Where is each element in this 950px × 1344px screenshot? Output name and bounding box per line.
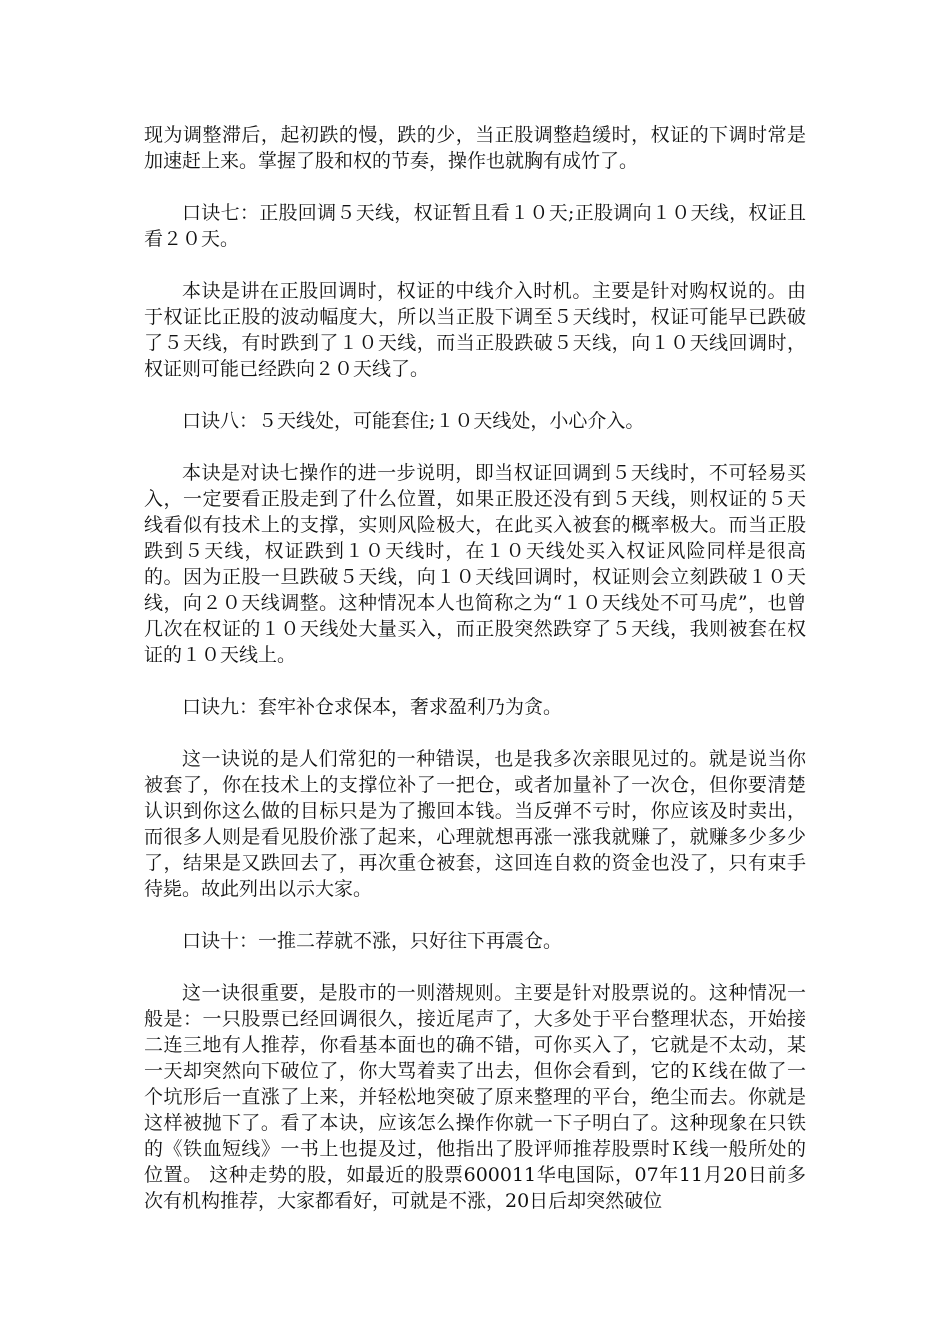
rhyme-nine-heading: 口诀九：套牢补仓求保本，奢求盈利乃为贪。 — [182, 696, 563, 718]
rhyme-seven-explanation: 本诀是讲在正股回调时，权证的中线介入时机。主要是针对购权说的。由于权证比正股的波动幅度大，所以当正股下调至５天线时，权证可能早已跌破了５天线，有时跌到了１０天线，而当正股跌破５天线，向１０天线回调时，权证则可能已经跌向２０天线了。 — [144, 280, 806, 380]
rhyme-seven-heading: 口诀七：正股回调５天线，权证暂且看１０天;正股调向１０天线，权证且看２０天。 — [144, 202, 806, 250]
rhyme-ten-heading: 口诀十：一推二荐就不涨，只好往下再震仓。 — [182, 930, 563, 952]
document-body — [144, 122, 806, 1240]
rhyme-eight-heading: 口诀八：５天线处，可能套住;１０天线处，小心介入。 — [182, 410, 645, 432]
rhyme-ten-explanation: 这一诀很重要，是股市的一则潜规则。主要是针对股票说的。这种情况一般是：一只股票已经回调很久，接近尾声了，大多处于平台整理状态，开始接二连三地有人推荐，你看基本面也的确不错，可你买入了，它就是不太动，某一天却突然向下破位了，你大骂着卖了出去，但你会看到，它的Ｋ线在做了一个坑形后一直涨了上来，并轻松地突破了原来整理的平台，绝尘而去。你就是这样被抛下了。看了本诀，应该怎么操作你就一下子明白了。这种现象在只铁的《铁血短线》一书上也提及过，他指出了股评师推荐股票时Ｋ线一般所处的位置。 这种走势的股，如最近的股票600011华电国际，07年11月20日前多次有机构推荐，大家都看好，可就是不涨，20日后却突然破位 — [144, 982, 806, 1212]
rhyme-eight-explanation: 本诀是对诀七操作的进一步说明，即当权证回调到５天线时，不可轻易买入，一定要看正股走到了什么位置，如果正股还没有到５天线，则权证的５天线看似有技术上的支撑，实则风险极大，在此买入被套的概率极大。而当正股跌到５天线，权证跌到１０天线时，在１０天线处买入权证风险同样是很高的。因为正股一旦跌破５天线，向１０天线回调时，权证则会立刻跌破１０天线，向２０天线调整。这种情况本人也简称之为“１０天线处不可马虎”，也曾几次在权证的１０天线处大量买入，而正股突然跌穿了５天线，我则被套在权证的１０天线上。 — [144, 462, 806, 666]
paragraph-continuation: 现为调整滞后，起初跌的慢，跌的少，当正股调整趋缓时，权证的下调时常是加速赶上来。掌握了股和权的节奏，操作也就胸有成竹了。 — [144, 124, 806, 172]
rhyme-nine-explanation: 这一诀说的是人们常犯的一种错误，也是我多次亲眼见过的。就是说当你被套了，你在技术上的支撑位补了一把仓，或者加量补了一次仓，但你要清楚认识到你这么做的目标只是为了搬回本钱。当反弹不亏时，你应该及时卖出，而很多人则是看见股价涨了起来，心理就想再涨一涨我就赚了，就赚多少多少了，结果是又跌回去了，再次重仓被套，这回连自救的资金也没了，只有束手待毙。故此列出以示大家。 — [144, 748, 806, 900]
